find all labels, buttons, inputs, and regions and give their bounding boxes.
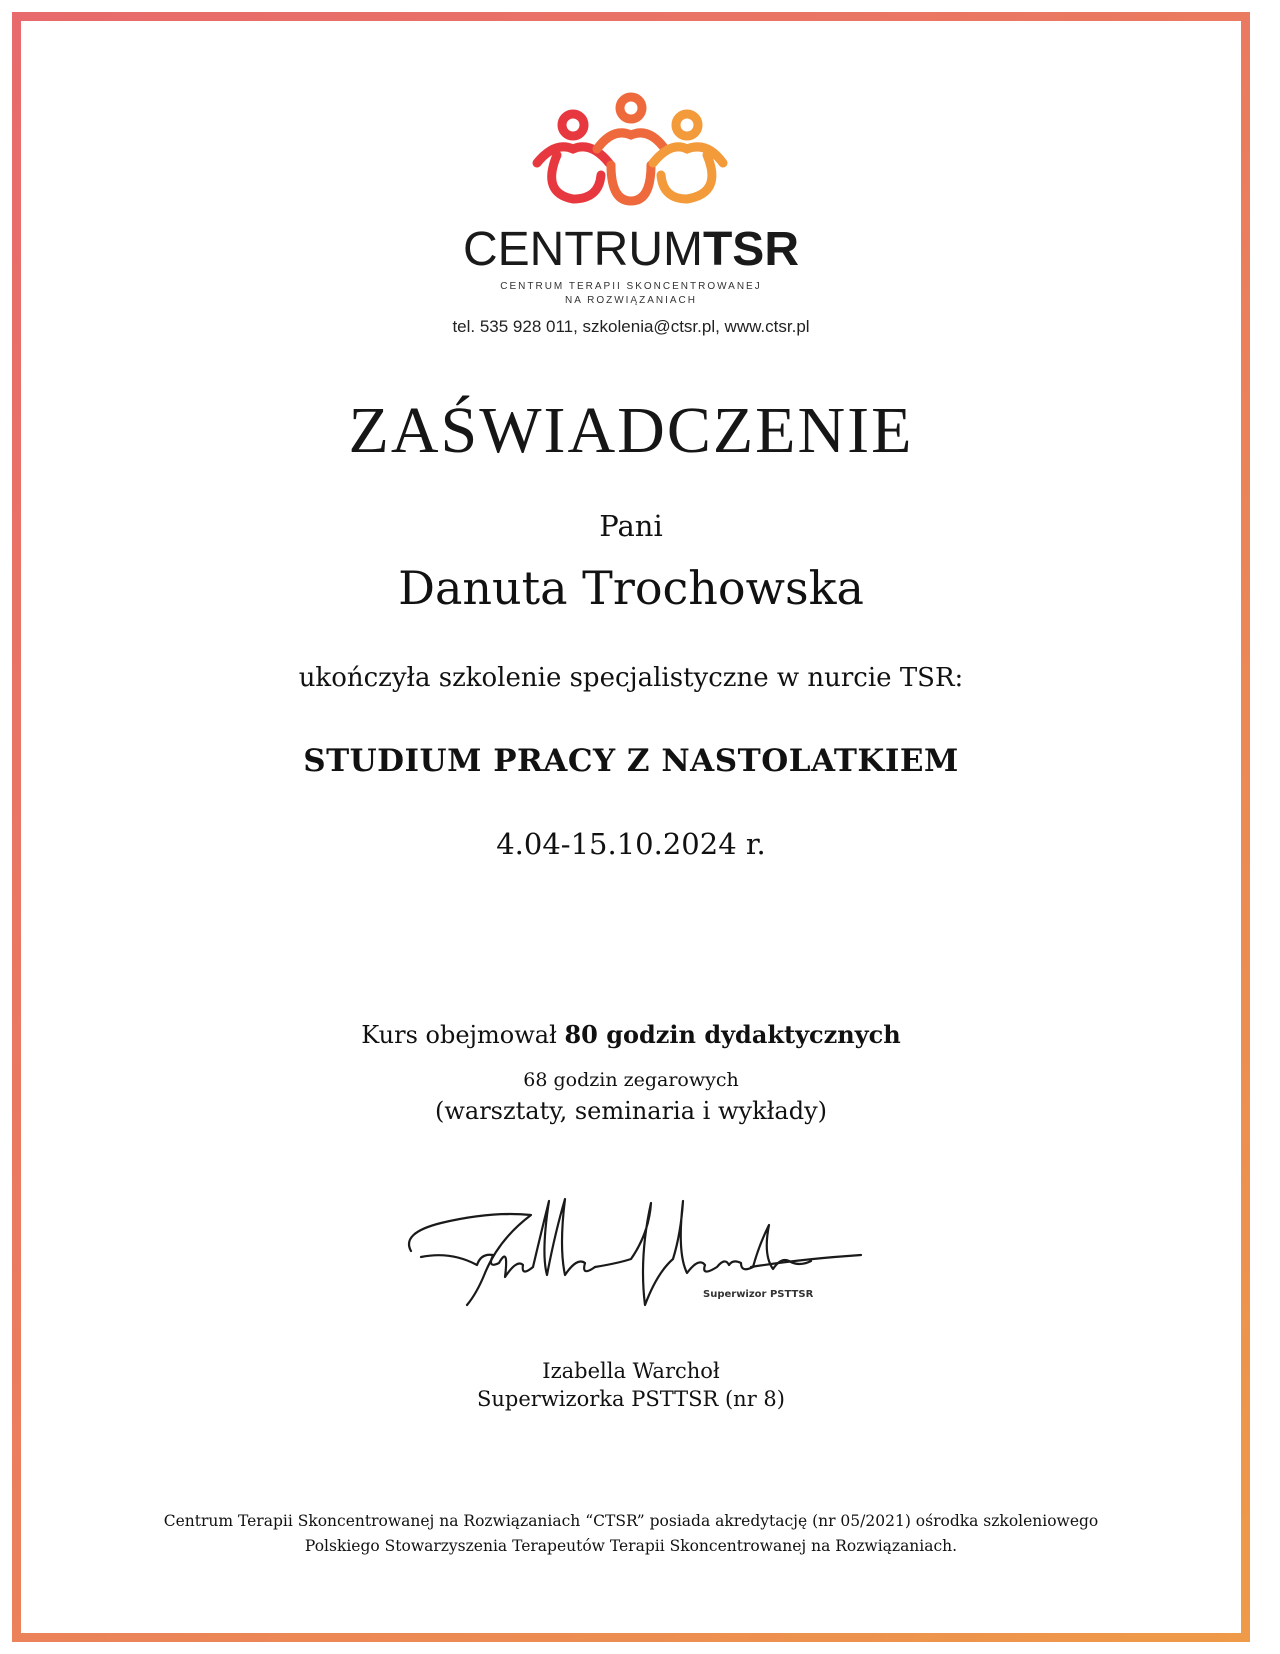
course-dates: 4.04-15.10.2024 r. [496, 827, 766, 861]
course-hours-bold: 80 godzin dydaktycznych [564, 1020, 901, 1049]
course-hours-prefix: Kurs obejmował [361, 1021, 565, 1049]
logo-brand-light: CENTRUM [463, 223, 703, 276]
completion-text: ukończyła szkolenie specjalistyczne w nurcie TSR: [298, 663, 964, 693]
course-name: STUDIUM PRACY Z NASTOLATKIEM [303, 743, 959, 779]
signature [21, 1193, 1241, 1317]
course-hours [21, 1020, 1241, 1049]
signer-role: Superwizorka PSTTSR (nr 8) [477, 1387, 785, 1411]
logo-tagline-2: NA ROZWIĄZANIACH [564, 295, 698, 306]
certificate-title: ZAŚWIADCZENIE [348, 394, 914, 467]
certificate-page [21, 21, 1241, 1633]
contact-info: tel. 535 928 011, szkolenia@ctsr.pl, www.ctsr.pl [452, 317, 810, 336]
accreditation-note-line-1: Centrum Terapii Skoncentrowanej na Rozwiązaniach “CTSR” posiada akredytację (nr 05/2021) ośrodka szkoleniowego [163, 1512, 1099, 1530]
signature-caption: Superwizor PSTTSR [703, 1289, 814, 1300]
signer-name: Izabella Warchoł [542, 1359, 720, 1383]
recipient-name: Danuta Trochowska [398, 561, 864, 615]
course-forms: (warsztaty, seminaria i wykłady) [434, 1097, 827, 1125]
logo-brand-bold: TSR [702, 223, 799, 276]
signature-scribble-icon [381, 1193, 881, 1313]
logo-figures-icon [421, 83, 841, 311]
clock-hours: 68 godzin zegarowych [523, 1069, 739, 1091]
accreditation-note-line-2: Polskiego Stowarzyszenia Terapeutów Terapii Skoncentrowanej na Rozwiązaniach. [304, 1537, 958, 1555]
recipient-honorific: Pani [599, 509, 663, 543]
certificate-border [12, 12, 1250, 1642]
ctsr-logo [21, 83, 1241, 315]
logo-tagline-1: CENTRUM TERAPII SKONCENTROWANEJ [500, 281, 762, 292]
logo-brand [463, 223, 799, 276]
